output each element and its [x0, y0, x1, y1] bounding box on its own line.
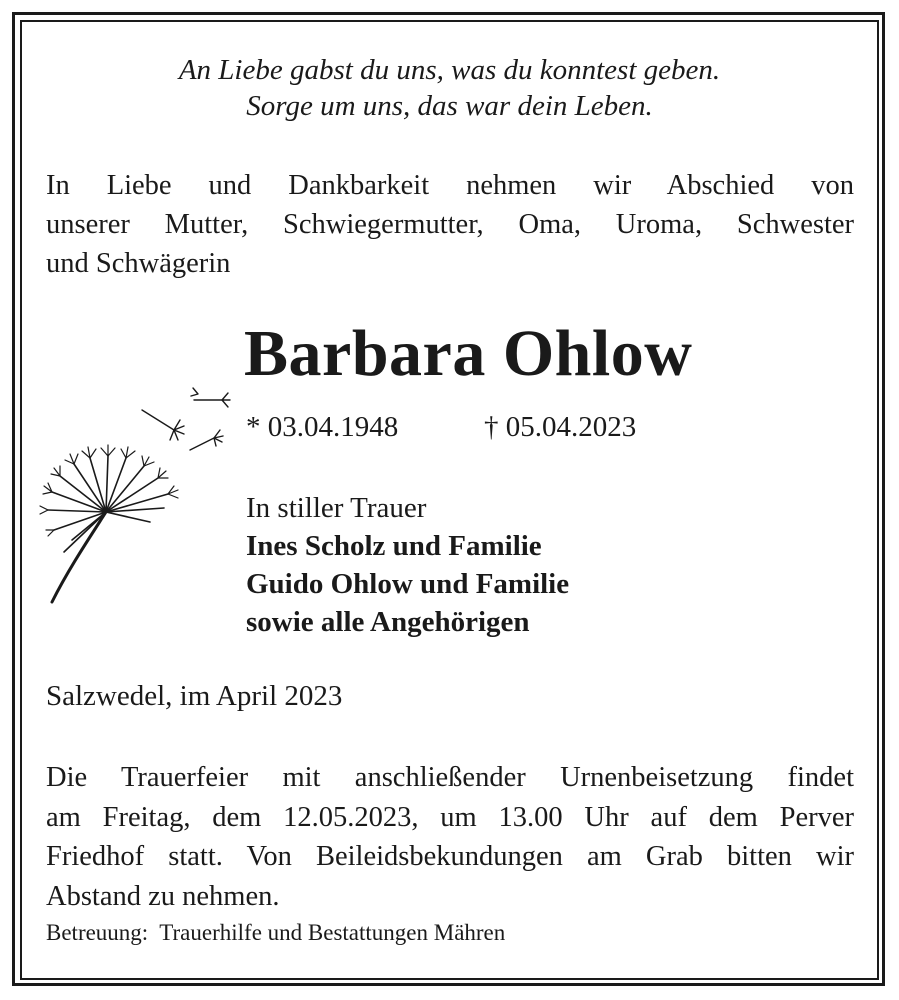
service-info [46, 758, 854, 916]
mourners [246, 489, 569, 641]
mourner-line-1: Ines Scholz und Familie [246, 530, 542, 562]
death-date: † 05.04.2023 [484, 411, 637, 443]
verse-line-1: An Liebe gabst du uns, was du konntest geben. [178, 54, 721, 86]
life-dates [246, 409, 637, 445]
intro-line-3: und Schwägerin [46, 248, 231, 279]
intro-line-2: unserer Mutter, Schwiegermutter, Oma, Uroma, Schwester [46, 209, 854, 240]
mourners-heading: In stiller Trauer [246, 492, 427, 524]
mourner-line-2: Guido Ohlow und Familie [246, 568, 570, 600]
service-line-2: am Freitag, dem 12.05.2023, um 13.00 Uhr auf dem Perver [46, 801, 854, 833]
verse [0, 52, 899, 124]
service-line-1: Die Trauerfeier mit anschließender Urnenbeisetzung findet [46, 762, 854, 793]
verse-line-2: Sorge um uns, das war dein Leben. [246, 90, 653, 122]
place-date: Salzwedel, im April 2023 [46, 680, 343, 712]
mourner-line-3: sowie alle Angehörigen [246, 606, 530, 638]
birth-date: * 03.04.1948 [246, 411, 399, 443]
intro-line-1: In Liebe und Dankbarkeit nehmen wir Abschied von [46, 170, 854, 201]
funeral-home: Betreuung: Trauerhilfe und Bestattungen Mähren [46, 920, 506, 945]
dandelion-icon [38, 380, 238, 610]
deceased-name: Barbara Ohlow [244, 317, 693, 390]
service-line-3: Friedhof statt. Von Beileidsbekundungen am Grab bitten wir [46, 841, 854, 872]
intro-text [46, 166, 854, 283]
service-line-4: Abstand zu nehmen. [46, 880, 280, 912]
